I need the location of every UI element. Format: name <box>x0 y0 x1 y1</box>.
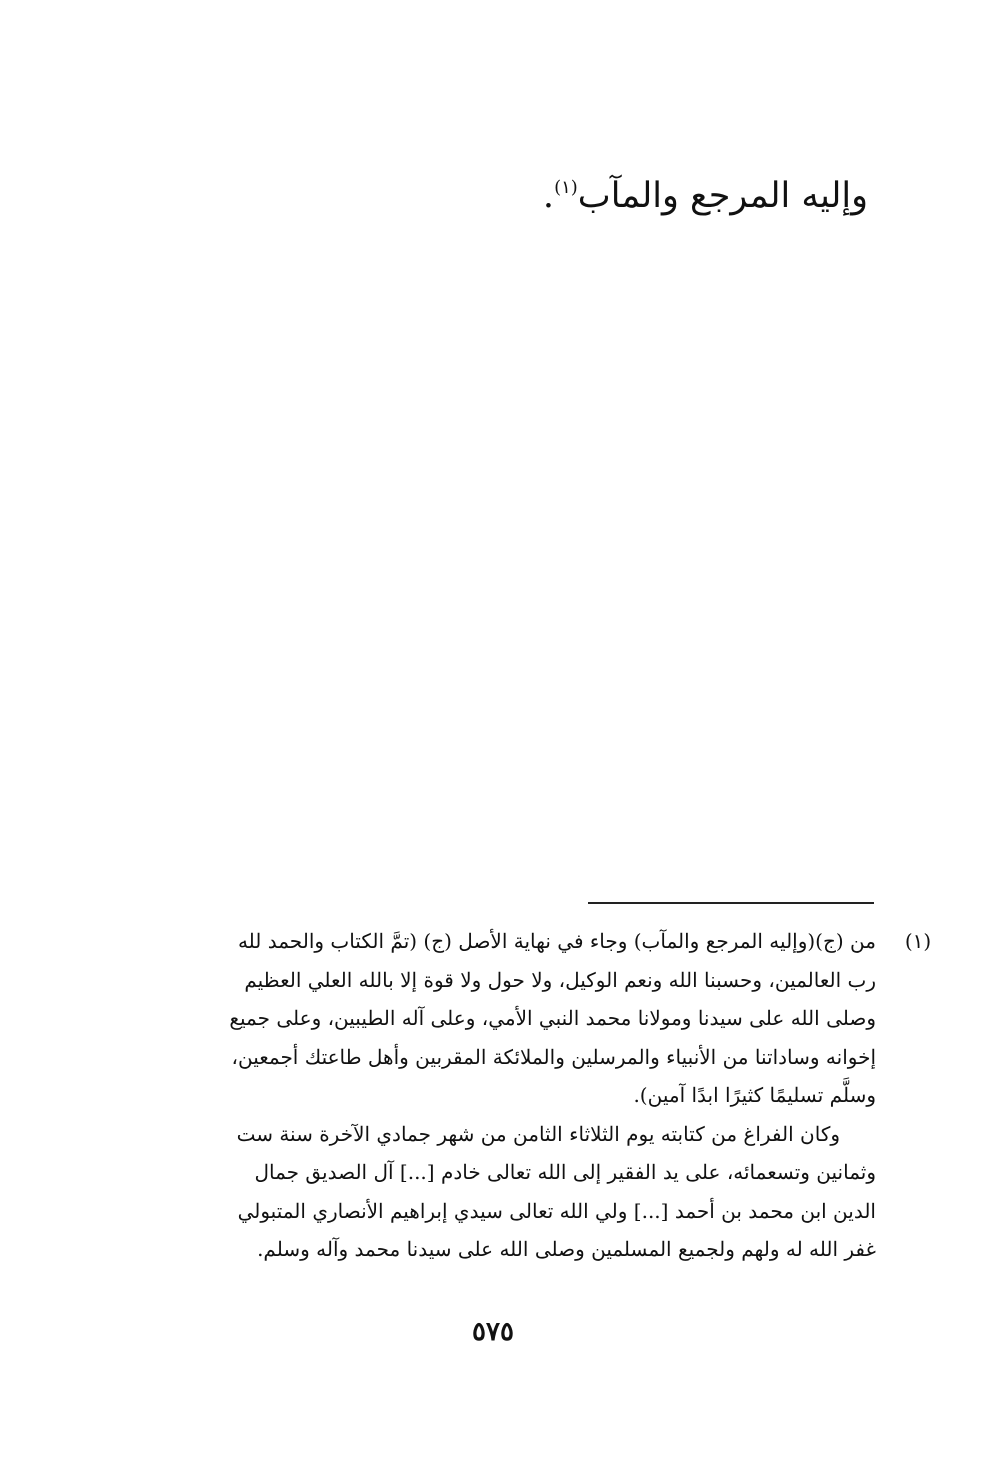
footnote-line: رب العالمين، وحسبنا الله ونعم الوكيل، ولا حول ولا قوة إلا بالله العلي العظيم <box>244 967 876 992</box>
footnote-line: غفر الله له ولهم ولجميع المسلمين وصلى الله على سيدنا محمد وآله وسلم. <box>257 1237 876 1261</box>
page-number: ٥٧٥ <box>472 1317 514 1347</box>
footnote-marker[interactable]: (١) <box>554 177 578 198</box>
footnote-line: إخوانه وساداتنا من الأنبياء والمرسلين والملائكة المقربين وأهل طاعتك أجمعين، <box>231 1044 876 1069</box>
footnote-separator <box>588 902 874 904</box>
footnote-line: وسلَّم تسليمًا كثيرًا ابدًا آمين). <box>633 1083 876 1107</box>
footnote-line: وكان الفراغ من كتابته يوم الثلاثاء الثامن من شهر جمادي الآخرة سنة ست <box>236 1121 840 1146</box>
footnote-block <box>108 922 932 1269</box>
closing-line-text: وإليه المرجع والمآب <box>577 176 868 216</box>
closing-line-punctuation: . <box>542 176 555 216</box>
footnote-number: (١) <box>904 929 932 953</box>
footnote-line: وصلى الله على سيدنا ومولانا محمد النبي الأمي، وعلى آله الطيبين، وعلى جميع <box>229 1006 876 1030</box>
footnote-line: وثمانين وتسعمائه، على يد الفقير إلى الله تعالى خادم [...] آل الصديق جمال <box>254 1160 876 1184</box>
footnote-line: من (ج)(وإليه المرجع والمآب) وجاء في نهاية الأصل (ج) (تمَّ الكتاب والحمد لله <box>237 929 876 953</box>
closing-line <box>168 162 868 222</box>
footnote-line: الدين ابن محمد بن أحمد [...] ولي الله تعالى سيدي إبراهيم الأنصاري المتبولي <box>237 1198 876 1223</box>
